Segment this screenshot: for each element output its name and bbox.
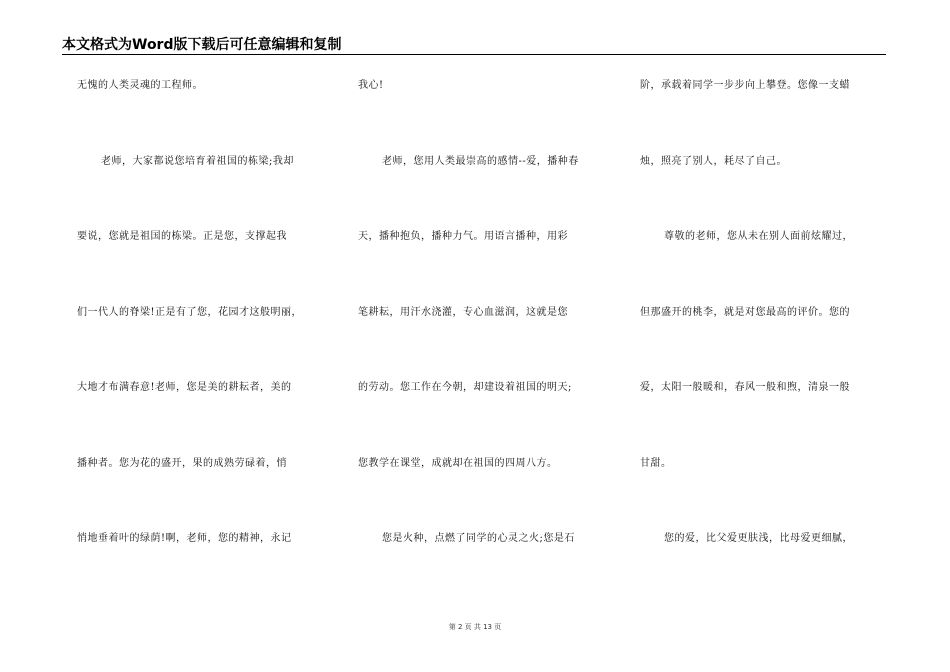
text-line: 大地才布满春意!老师，您是美的耕耘者，美的	[77, 382, 292, 393]
text-line: 老师，大家都说您培育着祖国的栋梁;我却	[101, 155, 294, 167]
text-line: 您教学在课堂，成就却在祖国的四周八方。	[358, 457, 558, 469]
text-line: 要说，您就是祖国的栋梁。正是您，支撑起我	[77, 231, 287, 242]
text-column-3	[640, 78, 900, 607]
text-line: 笔耕耘，用汗水浇灌，专心血滋润，这就是您	[358, 306, 568, 318]
text-column-1	[77, 78, 337, 607]
page-header-title: 本文格式为Word版下载后可任意编辑和复制	[62, 37, 342, 53]
text-line: 的劳动。您工作在今朝，却建设着祖国的明天;	[358, 382, 572, 393]
text-line: 烛，照亮了别人，耗尽了自己。	[640, 155, 787, 167]
text-line: 阶，承载着同学一步步向上攀登。您像一支蜡	[640, 80, 850, 91]
text-line: 播种者。您为花的盛开，果的成熟劳碌着，悄	[77, 457, 287, 469]
text-line: 您是火种，点燃了同学的心灵之火;您是石	[382, 533, 575, 544]
text-line: 您的爱，比父爱更肤浅，比母爱更细腻，	[664, 533, 853, 544]
text-line: 我心!	[358, 80, 384, 91]
text-line: 悄地垂着叶的绿荫!啊，老师，您的精神，永记	[77, 533, 292, 544]
text-line: 无愧的人类灵魂的工程师。	[77, 80, 203, 91]
text-line: 但那盛开的桃李，就是对您最高的评价。您的	[640, 306, 850, 318]
text-line: 天，播种抱负，播种力气。用语言播种，用彩	[358, 231, 568, 242]
page-number-footer: 第 2 页 共 13 页	[448, 623, 502, 631]
text-line: 爱，太阳一般暖和，春风一般和煦，清泉一般	[640, 382, 850, 393]
header-divider	[62, 54, 886, 55]
text-line: 尊敬的老师，您从未在别人面前炫耀过，	[664, 231, 853, 242]
text-line: 甘甜。	[640, 457, 672, 469]
text-line: 们一代人的脊梁!正是有了您，花园才这般明丽，	[77, 306, 303, 318]
text-column-2	[358, 78, 618, 607]
text-line: 老师，您用人类最崇高的感情--爱，播种春	[382, 155, 579, 167]
